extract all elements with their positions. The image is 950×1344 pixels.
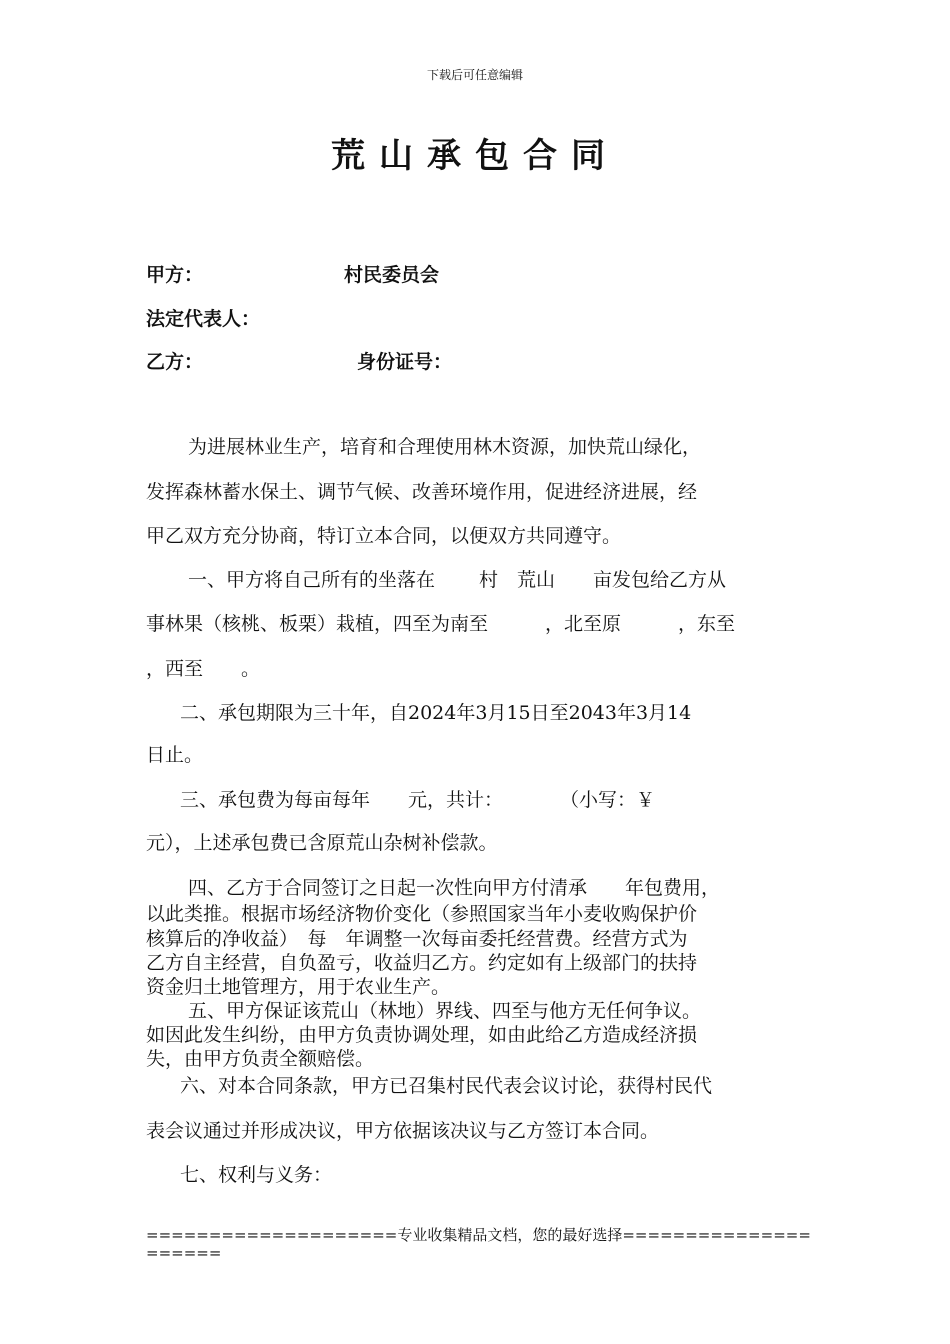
intro-line-1: 为进展林业生产，培育和合理使用林木资源，加快荒山绿化， (188, 436, 702, 458)
legal-rep-label: 法定代表人： (146, 308, 261, 330)
clause-7-heading: 七、权利与义务： (180, 1164, 333, 1186)
id-number-label: 身份证号： (357, 351, 453, 373)
clause-6-line-2: 表会议通过并形成决议，甲方依据该决议与乙方签订本合同。 (146, 1120, 660, 1142)
clause-3-line-1: 三、承包费为每亩每年 元，共计： （小写：￥ (180, 789, 656, 811)
clause-5-line-2: 如因此发生纠纷，由甲方负责协调处理，如由此给乙方造成经济损 (146, 1024, 698, 1046)
clause-4-line-5: 资金归土地管理方，用于农业生产。 (146, 976, 451, 998)
intro-line-3: 甲乙双方充分协商，特订立本合同，以便双方共同遵守。 (146, 525, 622, 547)
clause-6-line-1: 六、对本合同条款，甲方已召集村民代表会议讨论，获得村民代 (180, 1075, 713, 1097)
clause-4-line-1: 四、乙方于合同签订之日起一次性向甲方付清承 年包费用， (188, 877, 721, 899)
document-title: 荒山承包合同 (331, 136, 619, 176)
intro-line-2: 发挥森林蓄水保土、调节气候、改善环境作用，促进经济进展，经 (146, 481, 698, 503)
clause-4-line-3: 核算后的净收益） 每 年调整一次每亩委托经营费。经营方式为 (146, 928, 688, 950)
footer-banner: ====================专业收集精品文档，您的最好选择===================== (146, 1226, 811, 1262)
clause-5-line-1: 五、甲方保证该荒山（林地）界线、四至与他方无任何争议。 (188, 1000, 702, 1022)
party-a-label: 甲方： (146, 264, 204, 286)
clause-4-line-2: 以此类推。根据市场经济物价变化（参照国家当年小麦收购保护价 (146, 903, 698, 925)
party-b-label: 乙方： (146, 351, 204, 373)
clause-1-line-2: 事林果（核桃、板栗）栽植，四至为南至 ，北至原 ，东至 (146, 613, 736, 635)
clause-2-line-2: 日止。 (146, 744, 204, 766)
party-a-value: 村民委员会 (344, 264, 440, 286)
clause-1-line-1: 一、甲方将自己所有的坐落在 村 荒山 亩发包给乙方从 (188, 569, 727, 591)
clause-5-line-3: 失，由甲方负责全额赔偿。 (146, 1048, 375, 1070)
header-note: 下载后可任意编辑 (426, 68, 523, 82)
clause-1-line-3: ，西至 。 (146, 658, 261, 680)
clause-2-line-1: 二、承包期限为三十年，自2024年3月15日至2043年3月14 (180, 702, 692, 724)
clause-4-line-4: 乙方自主经营，自负盈亏，收益归乙方。约定如有上级部门的扶持 (146, 952, 698, 974)
clause-3-line-2: 元），上述承包费已含原荒山杂树补偿款。 (146, 832, 498, 854)
